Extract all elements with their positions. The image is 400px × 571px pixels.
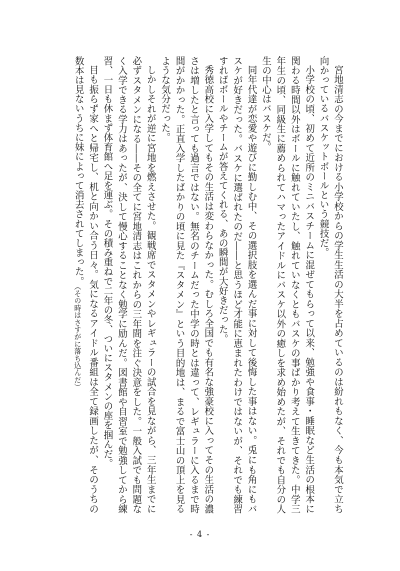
paragraph-2: 小学校の頃、初めて近所のミニバスチームに混ぜてもらって以来、勉強や食事・睡眠など生活の根本に関わる時間以外はボールに触れていたし、触れていなくともバスケの事ばかり考えて生きてきた。中学三年生の頃、同級生に薦められてハマったアイドルにバスケ以外の癒しを求め始めたが、それでも自分の人生の中心はバスケだ。 bbox=[259, 56, 315, 514]
paragraph-4: 秀徳高校に入学してもその生活は変わらなかった。むしろ全国でも有名な強豪校に入ってその生活の濃さは増したと言っても過言ではない。無名のチームだった中学の時とは違って、レギュラーに入るまで時間がかかった。正直入学したばかりの頃に見た『スタメン』という目的地は、まるで富士山の頂上を見るような気分だった。 bbox=[159, 56, 214, 514]
page-number: - 4 - bbox=[189, 530, 211, 539]
paragraph-1: 宮地清志の今までにおける小学校からの学生生活の大半を占めているのは紛れもなく、今も本気で立ち向かっているバスケットボールという競技だ。 bbox=[317, 56, 343, 514]
paragraph-3: 同年代達が恋愛や遊びに勤しむ中、その選択肢を選んだ事に対して後悔した事はない。兎にも角にもバスケが好きだった。バスケに選ばれたのだ――と思うほど才能に恵まれたわけではないが、それでも練習すればボールやチームが答えてくれる、あの瞬間が大好きだった。 bbox=[216, 56, 257, 514]
vertical-text-body bbox=[54, 56, 344, 514]
paragraph-5: しかしそれが逆に宮地を燃えさせた。観戦席でスタメンやレギュラーの試合を見ながら、三年生までに必ずスタメンになる――その全てに宮地清志はこれからの三年間を注ぐ決意をした。一般入試でも問題なく入学できる学力はあったが、決して慢心することなく勉学に励んだ。図書館や自習室で勉強してから練習、一日も休まず体育館へ足を運ぶ。その積み重ねで二年の冬、ついにスタメンの座を掴んだ。 bbox=[101, 56, 156, 514]
paragraph-6 bbox=[70, 56, 99, 514]
paragraph-6-text: 目も振らず家へと帰宅し、机と向かい合う日々。気になるアイドル番組は全て録画したが、そのうちの数本は見ないうちに妹によって消去されてしまった。 bbox=[72, 56, 99, 514]
paragraph-6-note: （その時はさすがに落ち込んだ） bbox=[73, 286, 82, 391]
